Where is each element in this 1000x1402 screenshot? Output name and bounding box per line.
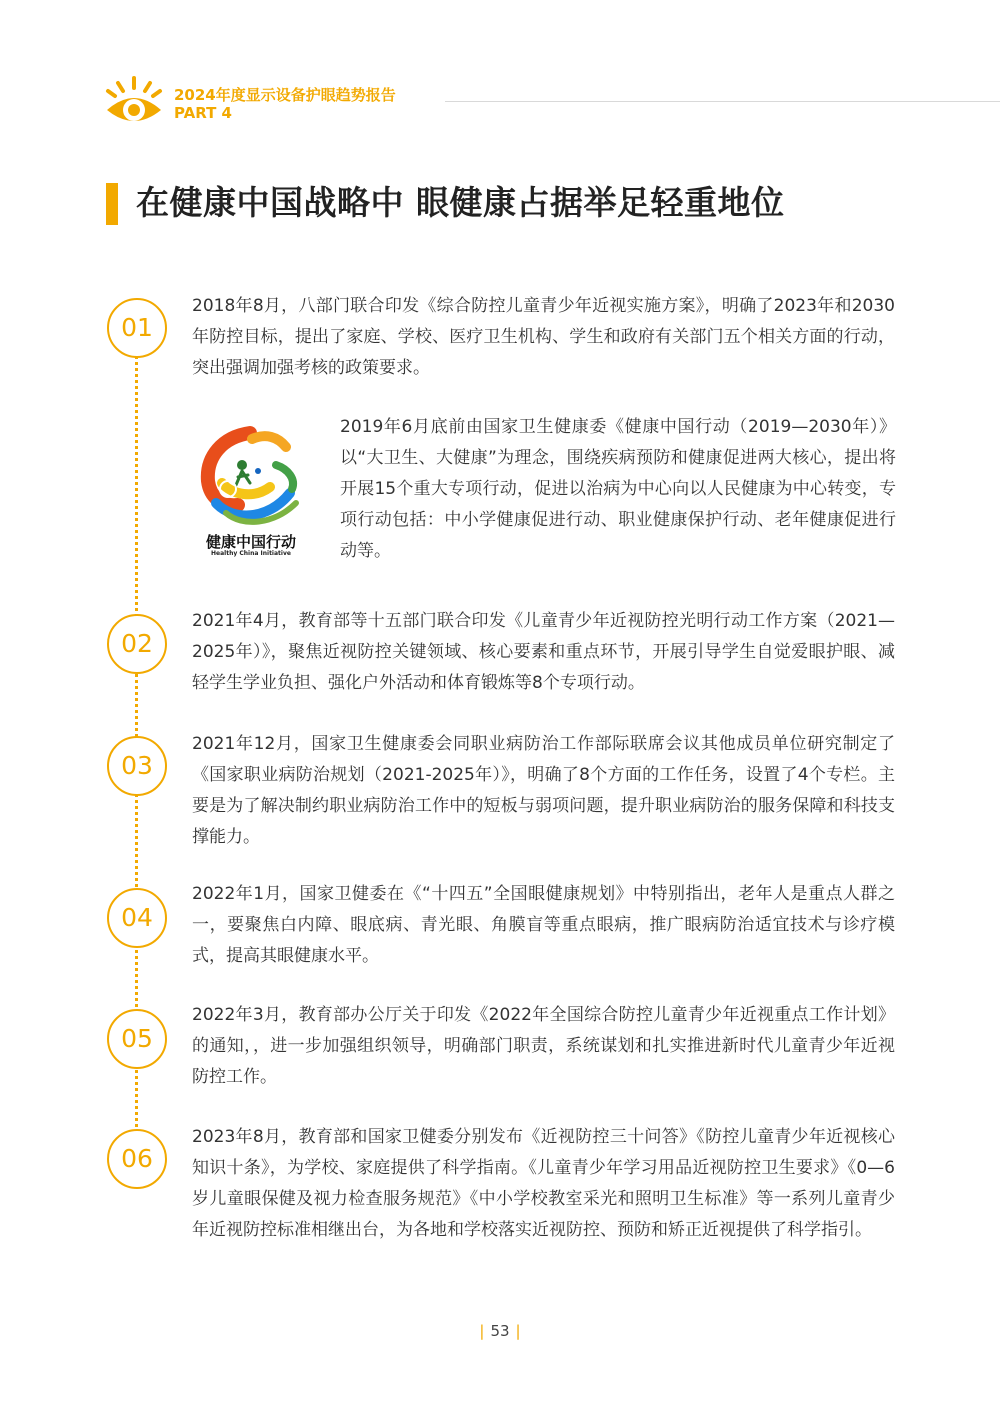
item-text-04: 2022年1月，国家卫健委在《“十四五”全国眼健康规划》中特别指出，老年人是重点人群之一，要聚焦白内障、眼底病、青光眼、角膜盲等重点眼病，推广眼病防治适宜技术与诊疗模式，提高其眼健康水平。: [192, 884, 895, 966]
header-text: [174, 86, 396, 122]
page-number-right-bar: |: [515, 1322, 521, 1340]
page-number: [0, 1322, 1000, 1340]
item-number-03: 03: [107, 736, 167, 796]
item-text-01-sub: 2019年6月底前由国家卫生健康委《健康中国行动（2019—2030年）》以“大卫生、大健康”为理念，围绕疾病预防和健康促进两大核心，提出将开展15个重大专项行动，促进以治病为中心向以人民健康为中心转变，专项行动包括：中小学健康促进行动、职业健康保护行动、老年健康促进行动等。: [340, 417, 896, 561]
page-number-value: 53: [490, 1322, 510, 1340]
item-text-01: 2018年8月，八部门联合印发《综合防控儿童青少年近视实施方案》，明确了2023年和2030年防控目标，提出了家庭、学校、医疗卫生机构、学生和政府有关部门五个相关方面的行动，突出强调加强考核的政策要求。: [192, 296, 895, 378]
header-divider: [445, 101, 1000, 102]
item-number-06: 06: [107, 1129, 167, 1189]
item-number-04: 04: [107, 888, 167, 948]
eye-logo-icon: [104, 74, 164, 130]
report-title: 2024年度显示设备护眼趋势报告: [174, 86, 396, 104]
item-number-01: 01: [107, 298, 167, 358]
item-text-05: 2022年3月，教育部办公厅关于印发《2022年全国综合防控儿童青少年近视重点工作计划》的通知，，进一步加强组织领导，明确部门职责，系统谋划和扎实推进新时代儿童青少年近视防控工作。: [192, 1005, 895, 1087]
page-number-left-bar: |: [479, 1322, 485, 1340]
page-title: 在健康中国战略中 眼健康占据举足轻重地位: [136, 183, 785, 222]
healthy-china-logo-name: 健康中国行动: [205, 533, 296, 551]
healthy-china-logo-english: Healthy China Initiative: [211, 550, 291, 557]
title-accent-bar: [106, 183, 118, 225]
part-label: PART 4: [174, 104, 232, 122]
item-text-06: 2023年8月，教育部和国家卫健委分别发布《近视防控三十问答》《防控儿童青少年近视核心知识十条》，为学校、家庭提供了科学指南。《儿童青少年学习用品近视防控卫生要求》《0—6岁儿童眼保健及视力检查服务规范》《中小学校教室采光和照明卫生标准》等一系列儿童青少年近视防控标准相继出台，为各地和学校落实近视防控、预防和矫正近视提供了科学指引。: [192, 1127, 895, 1240]
item-number-02: 02: [107, 614, 167, 674]
item-number-05: 05: [107, 1009, 167, 1069]
item-text-03: 2021年12月，国家卫生健康委会同职业病防治工作部际联席会议其他成员单位研究制定了《国家职业病防治规划（2021-2025年）》，明确了8个方面的工作任务，设置了4个专栏。主要是为了解决制约职业病防治工作中的短板与弱项问题，提升职业病防治的服务保障和科技支撑能力。: [192, 734, 895, 847]
item-text-02: 2021年4月，教育部等十五部门联合印发《儿童青少年近视防控光明行动工作方案（2021—2025年）》，聚焦近视防控关键领域、核心要素和重点环节，开展引导学生自觉爱眼护眼、减轻学生学业负担、强化户外活动和体育锻炼等8个专项行动。: [192, 611, 895, 693]
